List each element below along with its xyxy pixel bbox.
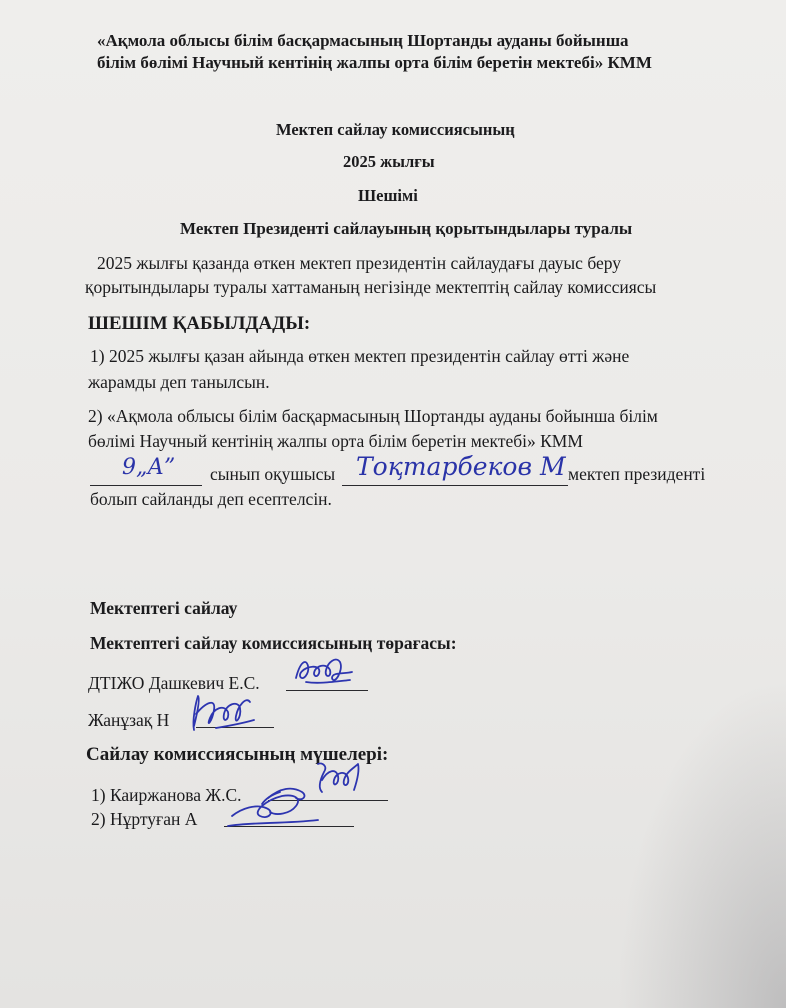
student-handwritten: Тоқтарбеков М (356, 452, 566, 481)
intro-line-1: 2025 жылғы қазанда өткен мектеп президентін сайлаудағы дауыс беру (97, 253, 622, 273)
student-blank-line (342, 485, 568, 486)
class-blank-line (90, 485, 202, 486)
point-1-line-2: жарамды деп танылсын. (88, 372, 270, 392)
point-1-line-1: 1) 2025 жылғы қазан айында өткен мектеп президентін сайлау өтті және (90, 346, 630, 366)
title-line-3: Шешімі (358, 186, 418, 205)
intro-line-2: қорытындылары туралы хаттаманың негізінде мектептің сайлау комиссиясы (85, 277, 657, 297)
member-2: 2) Нұртуған А (91, 809, 198, 829)
member-1: 1) Каиржанова Ж.С. (91, 785, 242, 805)
decision-heading: ШЕШІМ ҚАБЫЛДАДЫ: (88, 313, 311, 334)
point-2-line-2: бөлімі Научный кентінің жалпы орта білім беретін мектебі» КММ (88, 431, 583, 451)
title-line-2: 2025 жылғы (343, 152, 435, 171)
chair-name: ДТІЖО Дашкевич Е.С. (88, 673, 260, 693)
class-handwritten: 9„А” (122, 455, 176, 480)
photo-shadow (616, 678, 786, 1008)
member-2-signature (222, 786, 332, 834)
second-signature (186, 690, 266, 738)
chair-heading: Мектептегі сайлау комиссиясының төрағасы: (90, 633, 457, 653)
members-heading: Сайлау комиссиясының мүшелері: (86, 744, 389, 765)
title-line-1: Мектеп сайлау комиссиясының (276, 120, 515, 139)
decision-subject: Мектеп Президенті сайлауының қорытындылары туралы (180, 219, 633, 238)
point-2-line-1: 2) «Ақмола облысы білім басқармасының Шортанды ауданы бойынша білім (88, 406, 658, 426)
second-name: Жанұзақ Н (88, 710, 170, 730)
chair-signature (292, 652, 362, 692)
school-election-label: Мектептегі сайлау (90, 598, 238, 618)
header-line-2: білім бөлімі Научный кентінің жалпы орта білім беретін мектебі» КММ (97, 53, 652, 72)
point-2-line-4: болып сайланды деп есептелсін. (90, 489, 332, 509)
class-suffix: сынып оқушысы (210, 464, 336, 484)
header-line-1: «Ақмола облысы білім басқармасының Шортанды ауданы бойынша (97, 31, 629, 50)
point-2-line-3-suffix: мектеп президенті (568, 464, 706, 484)
